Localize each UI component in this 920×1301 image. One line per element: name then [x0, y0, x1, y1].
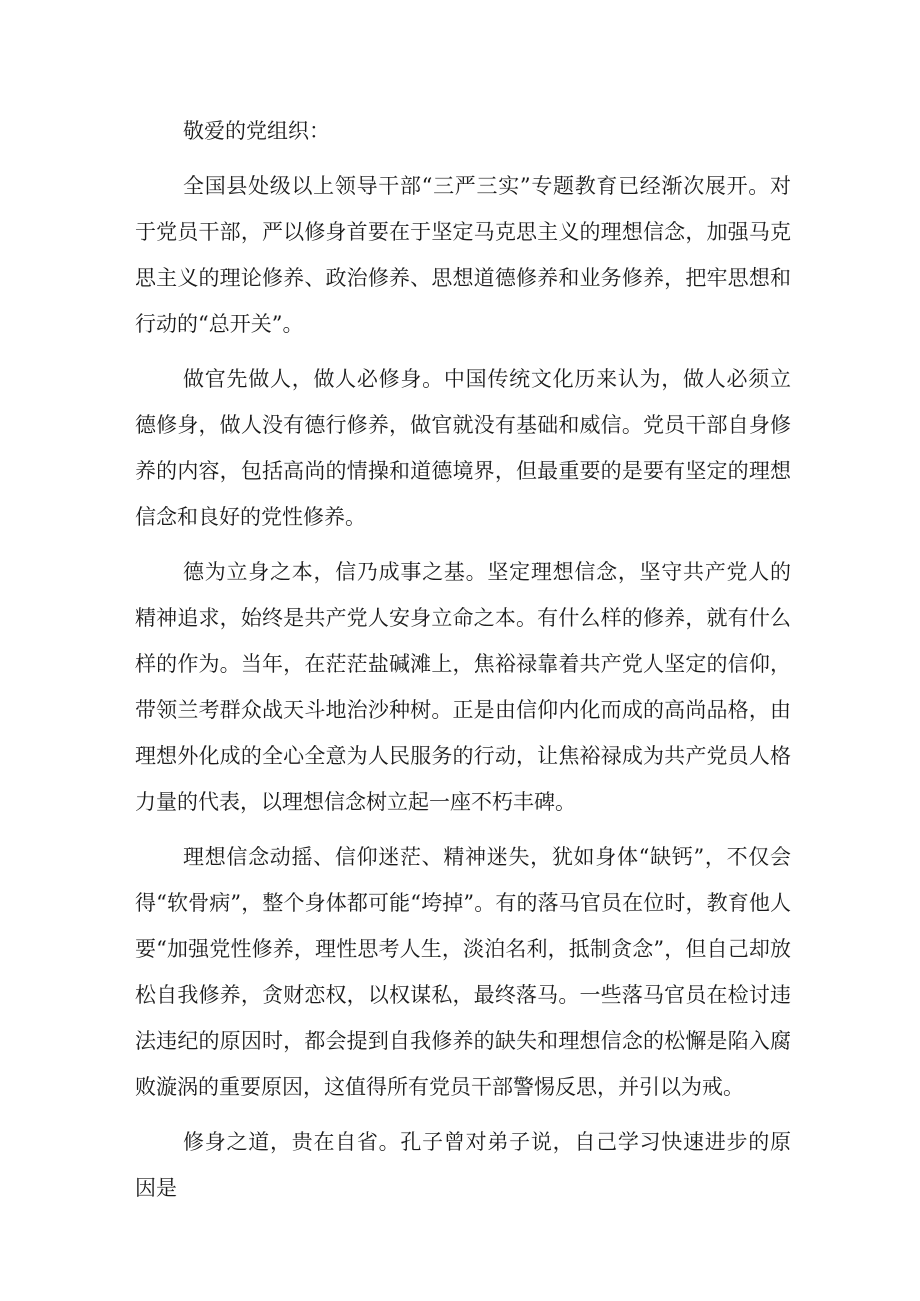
paragraph-1: 全国县处级以上领导干部“三严三实”专题教育已经渐次展开。对于党员干部，严以修身首要在于坚定马克思主义的理想信念，加强马克思主义的理论修养、政治修养、思想道德修养和业务修养，把牢思想和行动的“总开关”。 [135, 174, 791, 336]
paragraph-4: 理想信念动摇、信仰迷茫、精神迷失，犹如身体“缺钙”，不仅会得“软骨病”，整个身体都可能“垮掉”。有的落马官员在位时，教育他人要“加强党性修养，理性思考人生，淡泊名利，抵制贪念”，但自己却放松自我修养，贪财恋权，以权谋私，最终落马。一些落马官员在检讨违法违纪的原因时，都会提到自我修养的缺失和理想信念的松懈是陷入腐败漩涡的重要原因，这值得所有党员干部警惕反思，并引以为戒。 [135, 845, 791, 1099]
paragraph-5: 修身之道，贵在自省。孔子曾对弟子说，自己学习快速进步的原因是 [135, 1130, 791, 1200]
paragraph-2: 做官先做人，做人必修身。中国传统文化历来认为，做人必须立德修身，做人没有德行修养，做官就没有基础和威信。党员干部自身修养的内容，包括高尚的情操和道德境界，但最重要的是要有坚定的理想信念和良好的党性修养。 [135, 367, 791, 529]
letter-body [135, 108, 791, 1220]
paragraph-3: 德为立身之本，信乃成事之基。坚定理想信念，坚守共产党人的精神追求，始终是共产党人安身立命之本。有什么样的修养，就有什么样的作为。当年，在茫茫盐碱滩上，焦裕禄靠着共产党人坚定的信仰，带领兰考群众战天斗地治沙种树。正是由信仰内化而成的高尚品格，由理想外化成的全心全意为人民服务的行动，让焦裕禄成为共产党员人格力量的代表，以理想信念树立起一座不朽丰碑。 [135, 560, 791, 814]
salutation: 敬爱的党组织： [183, 119, 330, 143]
